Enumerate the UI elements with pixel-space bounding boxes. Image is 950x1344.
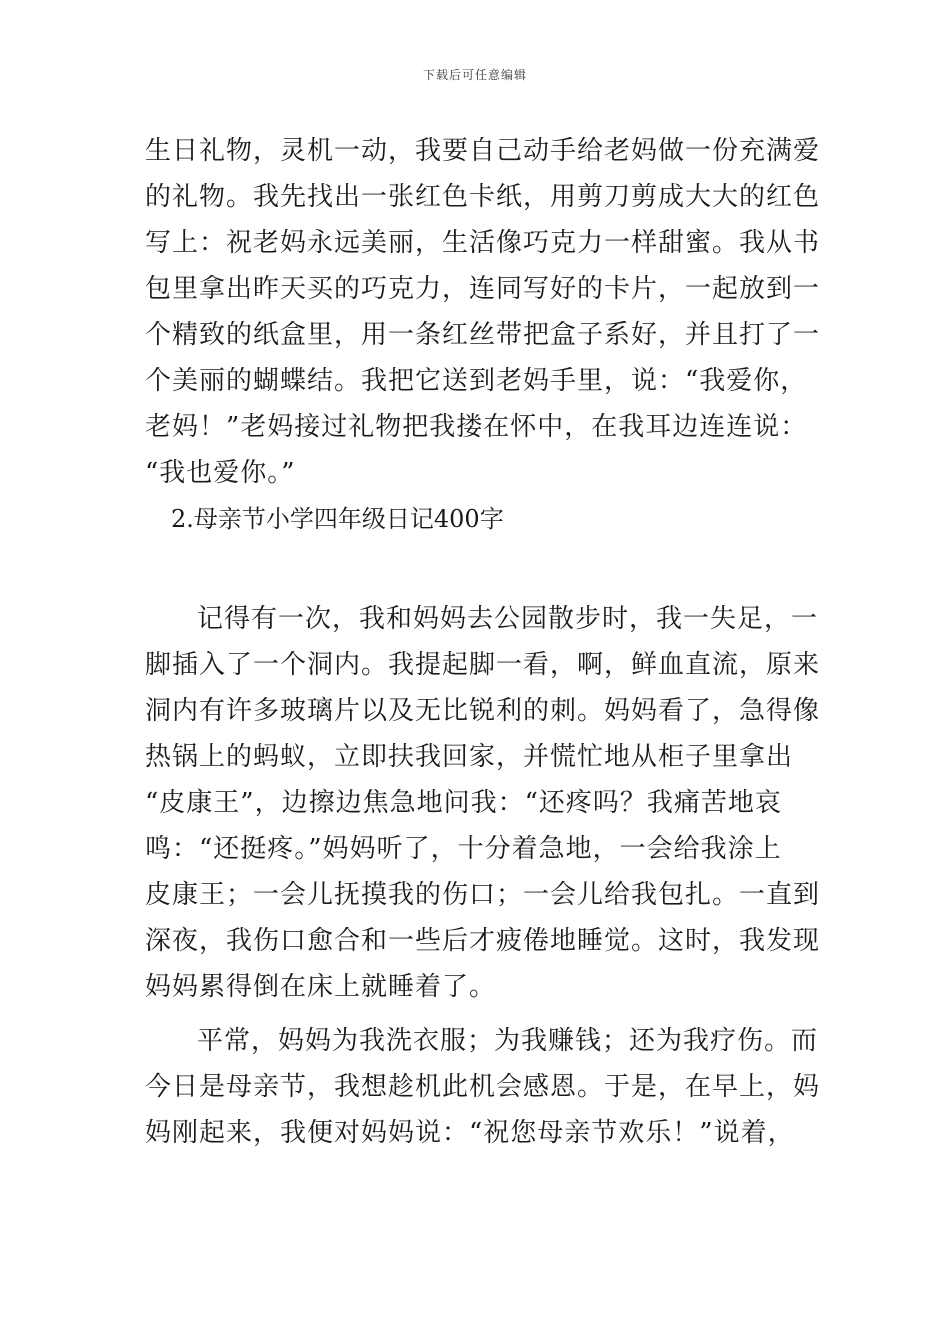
document-body bbox=[145, 128, 821, 1156]
text-line: 鸣：“还挺疼。”妈妈听了，十分着急地，一会给我涂上 bbox=[145, 834, 782, 864]
paragraph-mothers-day bbox=[145, 1018, 821, 1156]
paragraph-injury bbox=[145, 596, 821, 1010]
text-line: “我也爱你。” bbox=[145, 458, 296, 488]
text-line: 个精致的纸盒里，用一条红丝带把盒子系好，并且打了一 bbox=[145, 320, 821, 350]
text-line: 热锅上的蚂蚁，立即扶我回家，并慌忙地从柜子里拿出 bbox=[145, 742, 794, 772]
text-line: 洞内有许多玻璃片以及无比锐利的刺。妈妈看了，急得像 bbox=[145, 696, 821, 726]
blank-space bbox=[145, 542, 815, 596]
text-line: 记得有一次，我和妈妈去公园散步时，我一失足，一 bbox=[197, 604, 819, 634]
text-line: 老妈！”老妈接过礼物把我搂在怀中，在我耳边连连说： bbox=[145, 412, 808, 442]
text-line: 生日礼物，灵机一动，我要自己动手给老妈做一份充满爱 bbox=[145, 136, 821, 166]
text-line: “皮康王”，边擦边焦急地问我：“还疼吗？我痛苦地哀 bbox=[145, 788, 782, 818]
text-line: 脚插入了一个洞内。我提起脚一看，啊，鲜血直流，原来 bbox=[145, 650, 821, 680]
text-line: 皮康王；一会儿抚摸我的伤口；一会儿给我包扎。一直到 bbox=[145, 880, 821, 910]
text-line: 妈妈累得倒在床上就睡着了。 bbox=[145, 972, 497, 1002]
text-line: 的礼物。我先找出一张红色卡纸，用剪刀剪成大大的红色 bbox=[145, 182, 821, 212]
section-heading: 2.母亲节小学四年级日记400字 bbox=[171, 505, 504, 533]
text-line: 深夜，我伤口愈合和一些后才疲倦地睡觉。这时，我发现 bbox=[145, 926, 821, 956]
text-line: 今日是母亲节，我想趁机此机会感恩。于是，在早上，妈 bbox=[145, 1072, 821, 1102]
text-line: 个美丽的蝴蝶结。我把它送到老妈手里，说：“我爱你， bbox=[145, 366, 808, 396]
page-header: 下载后可任意编辑 bbox=[422, 68, 527, 82]
text-line: 包里拿出昨天买的巧克力，连同写好的卡片，一起放到一 bbox=[145, 274, 821, 304]
text-line: 平常，妈妈为我洗衣服；为我赚钱；还为我疗伤。而 bbox=[197, 1026, 819, 1056]
paragraph-spacer bbox=[145, 1010, 815, 1018]
text-line: 写上：祝老妈永远美丽，生活像巧克力一样甜蜜。我从书 bbox=[145, 228, 821, 258]
text-line: 妈刚起来，我便对妈妈说：“祝您母亲节欢乐！”说着， bbox=[145, 1118, 795, 1148]
paragraph-gift bbox=[145, 128, 821, 496]
